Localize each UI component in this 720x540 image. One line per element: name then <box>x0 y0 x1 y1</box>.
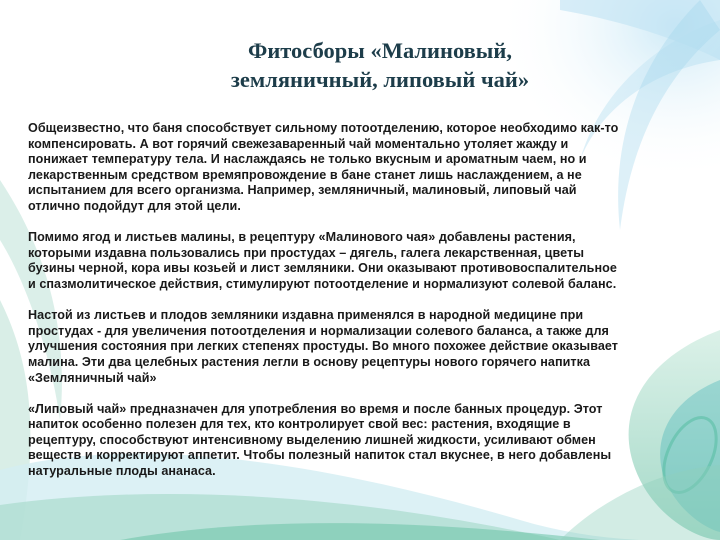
body-text <box>28 121 696 495</box>
text-line: компенсировать. А вот горячий свежезаваренный чай моментально утоляет жажду и <box>28 136 569 151</box>
title-line: Фитосборы «Малиновый, <box>248 38 512 63</box>
text-line: «Липовый чай» предназначен для употребления во время и после банных процедур. Этот <box>28 401 603 416</box>
text-line: лекарственным средством времяпровождение в бане станет лишь наслаждением, а не <box>28 167 582 182</box>
paragraph-strawberry-tea <box>28 308 696 386</box>
text-line: Помимо ягод и листьев малины, в рецептуру «Малинового чая» добавлены растения, <box>28 230 576 245</box>
text-line: рецептуру, способствуют интенсивному выделению лишней жидкости, усиливают обмен <box>28 432 596 447</box>
paragraph-raspberry-tea <box>28 230 696 292</box>
text-line: бузины черной, кора ивы козьей и лист земляники. Они оказывают противовоспалительное <box>28 261 617 276</box>
text-line: малина. Эти два целебных растения легли в основу рецептуры нового горячего напитка <box>28 354 591 369</box>
text-line: улучшения состояния при легких степенях простуды. Во много похожее действие оказывает <box>28 339 619 354</box>
text-line: «Земляничный чай» <box>28 370 157 385</box>
title-line: земляничный, липовый чай» <box>230 67 530 92</box>
text-line: натуральные плоды ананаса. <box>28 464 216 479</box>
text-line: веществ и корректируют аппетит. Чтобы полезный напиток стал вкуснее, в него добавлены <box>28 448 612 463</box>
text-line: понижает температуру тела. И наслаждаясь не только вкусным и ароматным чаем, но и <box>28 152 587 167</box>
page-title <box>160 36 600 94</box>
text-line: которыми издавна пользовались при простудах – дягель, галега лекарственная, цветы <box>28 245 584 260</box>
text-line: Общеизвестно, что баня способствует сильному потоотделению, которое необходимо как-то <box>28 121 619 135</box>
text-line: и спазмолитическое действия, стимулируют потоотделение и нормализуют солевой баланс. <box>28 276 617 291</box>
text-line: испытанием для всего организма. Например, земляничный, малиновый, липовый чай <box>28 183 577 198</box>
paragraph-bath-and-tea <box>28 121 696 215</box>
text-line: напиток особенно полезен для тех, кто контролирует свой вес: растения, входящие в <box>28 417 571 432</box>
paragraph-linden-tea <box>28 402 696 480</box>
text-line: Настой из листьев и плодов земляники издавна применялся в народной медицине при <box>28 308 584 323</box>
text-line: простудах - для увеличения потоотделения и нормализации солевого баланса, а также для <box>28 323 609 338</box>
text-line: отлично подойдут для этой цели. <box>28 198 241 213</box>
